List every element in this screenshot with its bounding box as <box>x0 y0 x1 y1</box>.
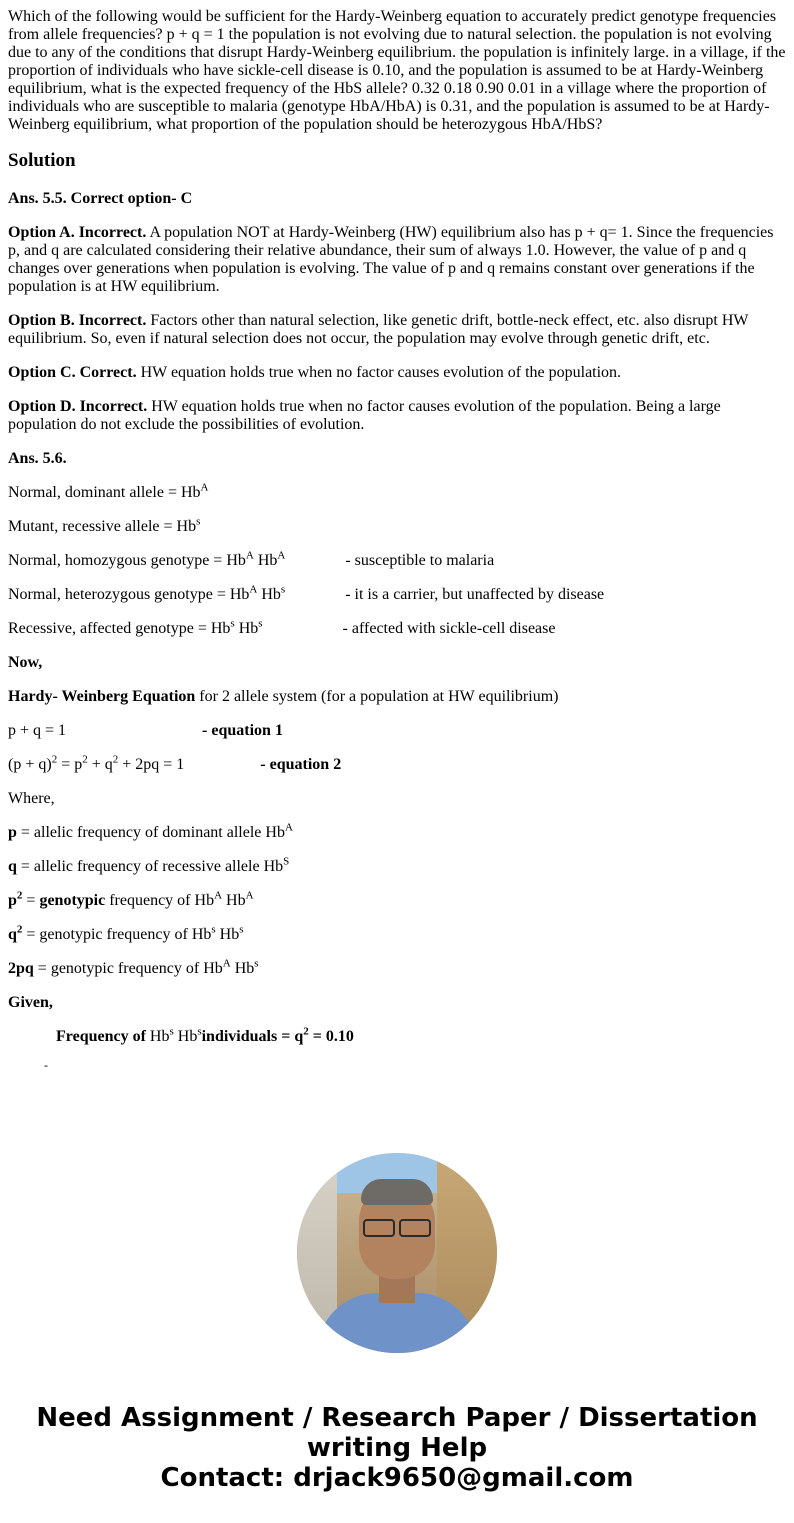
symbol-p: p <box>8 824 17 841</box>
homozygous-note: - susceptible to malaria <box>345 552 495 569</box>
eq2-part: = p <box>57 756 83 773</box>
equals: = <box>22 892 40 909</box>
given-bold-2: individuals = q <box>201 1028 304 1045</box>
given-label <box>8 994 786 1012</box>
avatar-photo <box>297 1153 497 1353</box>
genotypic-bold: genotypic <box>39 892 106 909</box>
option-a-label: Option A. Incorrect. <box>8 224 147 241</box>
eq2-part: + 2pq = 1 <box>118 756 185 773</box>
superscript: s <box>211 923 216 936</box>
photo-glasses <box>363 1219 431 1235</box>
option-c-label: Option C. Correct. <box>8 364 137 381</box>
solution-heading: Solution <box>8 150 76 171</box>
equation-2-label: - equation 2 <box>260 756 342 773</box>
definition-q2-text: = genotypic frequency of Hb <box>22 926 212 943</box>
option-a-explanation <box>8 224 786 296</box>
footer-line-1: Need Assignment / Research Paper / Dissertation <box>36 1403 758 1433</box>
promo-footer <box>0 1403 794 1493</box>
definition-q2-mid: Hb <box>215 926 240 943</box>
author-avatar <box>297 1153 497 1353</box>
given-bold-3: = 0.10 <box>308 1028 354 1045</box>
hw-title-bold: Hardy- Weinberg Equation <box>8 688 196 705</box>
definition-p-text: = allelic frequency of dominant allele Hb <box>16 824 285 841</box>
now-text: Now, <box>8 654 43 671</box>
homozygous-text: Normal, homozygous genotype = Hb <box>8 552 246 569</box>
answer-5-6 <box>8 450 786 468</box>
definition-p2-mid: Hb <box>222 892 246 909</box>
definition-2pq <box>8 957 786 978</box>
heterozygous-text: Normal, heterozygous genotype = Hb <box>8 586 250 603</box>
superscript: s <box>197 1025 202 1038</box>
definition-p2-text: frequency of Hb <box>105 892 215 909</box>
answer-5-5-label: Ans. 5.5. Correct option- C <box>8 190 193 207</box>
superscript: s <box>258 617 263 630</box>
eq2-part: + q <box>87 756 113 773</box>
superscript: 2 <box>303 1025 309 1038</box>
option-b-text: Factors other than natural selection, like genetic drift, bottle-neck effect, etc. also disrupt HW equilibrium. So, even if natural selection does not occur, the population may evolve through genetic drift, etc. <box>8 312 749 347</box>
definition-q-squared <box>8 923 786 944</box>
symbol-p2: p <box>8 892 17 909</box>
recessive-genotype-line <box>8 617 786 638</box>
heterozygous-mid: Hb <box>257 586 281 603</box>
definition-2pq-text: = genotypic frequency of Hb <box>33 960 223 977</box>
superscript: s <box>230 617 235 630</box>
superscript: 2 <box>112 753 119 766</box>
option-b-label: Option B. Incorrect. <box>8 312 147 329</box>
superscript: A <box>200 481 209 494</box>
superscript: s <box>239 923 244 936</box>
definition-p-squared <box>8 889 786 910</box>
footer-contact: Contact: drjack9650@gmail.com <box>160 1463 634 1493</box>
superscript: A <box>222 957 231 970</box>
option-d-label: Option D. Incorrect. <box>8 398 148 415</box>
superscript: A <box>245 549 254 562</box>
photo-hair <box>361 1179 433 1205</box>
superscript: A <box>249 583 258 596</box>
superscript: A <box>277 549 286 562</box>
now-label <box>8 654 786 672</box>
recessive-genotype-text: Recessive, affected genotype = Hb <box>8 620 231 637</box>
definition-2pq-mid: Hb <box>230 960 255 977</box>
homozygous-mid: Hb <box>253 552 278 569</box>
superscript: s <box>196 515 201 528</box>
hw-title-rest: for 2 allele system (for a population at HW equilibrium) <box>195 688 559 705</box>
equation-1 <box>8 722 786 740</box>
recessive-allele-line <box>8 515 786 536</box>
recessive-allele-text: Mutant, recessive allele = Hb <box>8 518 197 535</box>
superscript: s <box>254 957 259 970</box>
option-c-text: HW equation holds true when no factor causes evolution of the population. <box>136 364 622 381</box>
given-hb: Hb <box>173 1028 198 1045</box>
answer-5-6-label: Ans. 5.6. <box>8 450 67 467</box>
option-d-explanation <box>8 398 786 434</box>
given-hb: Hb <box>149 1028 170 1045</box>
symbol-2pq: 2pq <box>8 960 34 977</box>
superscript: A <box>284 821 293 834</box>
definition-q <box>8 855 786 876</box>
superscript: 2 <box>16 889 23 902</box>
homozygous-genotype-line <box>8 549 786 570</box>
equation-1-text: p + q = 1 <box>8 722 67 739</box>
given-text: Given, <box>8 994 53 1011</box>
eq2-part: (p + q) <box>8 756 52 773</box>
option-a-text: A population NOT at Hardy-Weinberg (HW) equilibrium also has p + q= 1. Since the frequencies p, and q are calculated considering their relative abundance, their sum of always 1.0. However, the value of p and q changes over generations when population is evolving. The value of p and q remains constant over generations if the population is at HW equilibrium. <box>8 224 774 295</box>
given-bold-1: Frequency of <box>56 1028 150 1045</box>
superscript: 2 <box>51 753 58 766</box>
superscript: 2 <box>82 753 88 766</box>
recessive-genotype-mid: Hb <box>234 620 259 637</box>
question-text: Which of the following would be sufficient for the Hardy-Weinberg equation to accurately predict genotype frequencies from allele frequencies? p + q = 1 the population is not evolving due to natural selection. the population is not evolving due to any of the conditions that disrupt Hardy-Weinberg equilibrium. the population is infinitely large. in a village, if the proportion of individuals who have sickle-cell disease is 0.10, and the population is assumed to be at Hardy-Weinberg equilibrium, what is the expected frequency of the HbS allele? 0.32 0.18 0.90 0.01 in a village where the proportion of individuals who are susceptible to malaria (genotype HbA/HbA) is 0.31, and the population is assumed to be at Hardy-Weinberg equilibrium, what proportion of the population should be heterozygous HbA/HbS? <box>8 8 786 133</box>
superscript: s <box>280 583 286 596</box>
recessive-genotype-note: - affected with sickle-cell disease <box>342 620 556 637</box>
heterozygous-genotype-line <box>8 583 786 604</box>
symbol-q: q <box>8 858 17 875</box>
heterozygous-note: - it is a carrier, but unaffected by disease <box>345 586 605 603</box>
superscript: s <box>169 1025 174 1038</box>
equation-2 <box>8 753 786 774</box>
definition-q-text: = allelic frequency of recessive allele Hb <box>16 858 284 875</box>
equation-1-label: - equation 1 <box>202 722 283 739</box>
option-c-explanation <box>8 364 786 382</box>
dash-mark: - <box>44 1058 48 1072</box>
superscript: 2 <box>16 923 23 936</box>
answer-5-5 <box>8 190 786 208</box>
dominant-allele-line <box>8 481 786 502</box>
option-b-explanation <box>8 312 786 348</box>
dominant-allele-text: Normal, dominant allele = Hb <box>8 484 201 501</box>
where-label: Where, <box>8 790 55 807</box>
given-frequency-line <box>8 1025 786 1046</box>
hw-equation-title <box>8 688 786 706</box>
superscript: S <box>283 855 290 868</box>
superscript: A <box>214 889 223 902</box>
footer-line-2: writing Help <box>306 1433 488 1463</box>
superscript: A <box>245 889 254 902</box>
definition-p <box>8 821 786 842</box>
option-d-text: HW equation holds true when no factor causes evolution of the population. Being a large population do not exclude the possibilities of evolution. <box>8 398 721 433</box>
symbol-q2: q <box>8 926 17 943</box>
